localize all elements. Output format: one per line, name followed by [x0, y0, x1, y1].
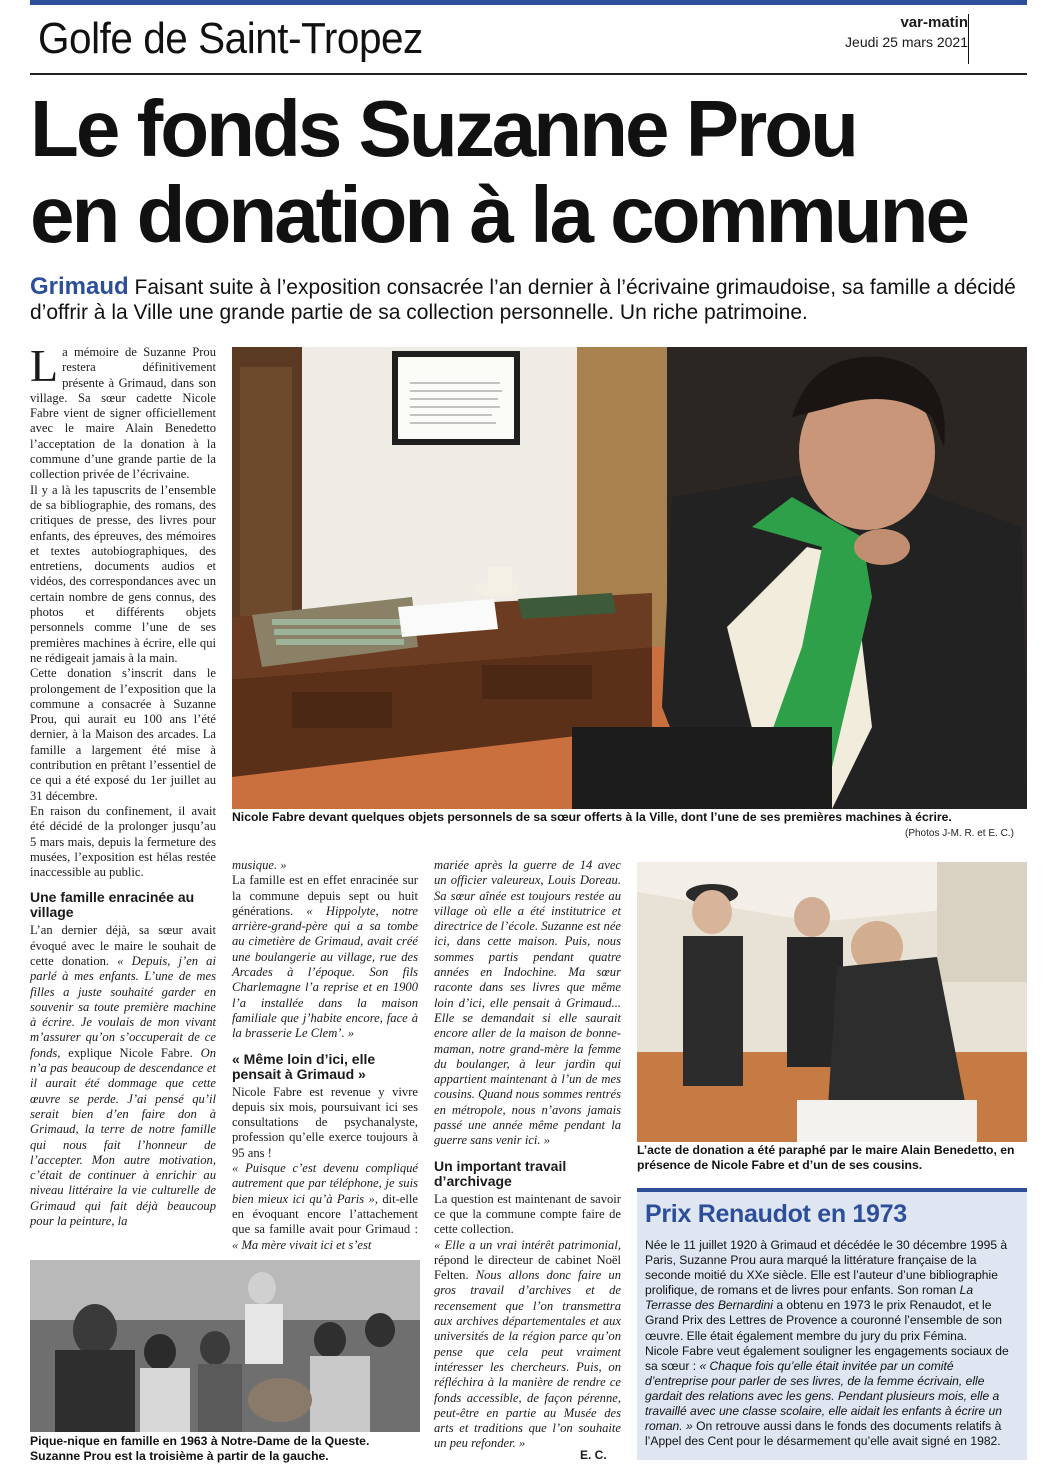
quote: « Puisque c’est devenu compliqué autrement que par téléphone, je suis bien mieux ici qu’à Paris »	[232, 1161, 418, 1206]
main-photo-caption: Nicole Fabre devant quelques objets personnels de sa sœur offerts à la Ville, dont l’une de ses premières machines à écrire.	[232, 810, 952, 824]
subheading: Une famille enracinée au village	[30, 889, 195, 921]
standfirst-text: Faisant suite à l’exposition consacrée l’an dernier à l’écrivaine grimaudoise, sa famille a décidé d’offrir à la Ville une grande partie de sa collection personnelle. Un riche patrimoine.	[30, 276, 1016, 324]
headline	[30, 86, 1030, 258]
header-rule	[30, 73, 1027, 75]
paragraph: Nicole Fabre est revenue y vivre depuis six mois, poursuivant ici ses consultations de psychanalyste, profession qu’elle exerce toujours à 95 ans !	[232, 1084, 418, 1160]
quote: On n’a pas beaucoup de descendance et il aurait été dommage que cette œuvre se perde. J’ai pensé qu’il serait bien d’en faire don à Grimaud, la terre de notre famille qui nous fait l’honneur de l’accepter. Mon autre motivation, c’était de continuer à enrichir au niveau littéraire la vie culturelle de Grimaud qui fait déjà beaucoup pour la peinture, la	[30, 1045, 216, 1229]
text-run: L’an dernier déjà, sa sœur avait évoqué avec le maire le souhait de cette donation.	[30, 923, 216, 968]
text-run: Nicole Fabre veut également souligner les engagements sociaux de sa sœur :	[645, 1343, 1009, 1373]
location-kicker: Grimaud	[30, 273, 129, 300]
prix-renaudot-box	[637, 1188, 1027, 1460]
main-photo	[232, 347, 1027, 809]
picnic-caption-line-1: Pique-nique en famille en 1963 à Notre-Dame de la Queste.	[30, 1434, 370, 1448]
text-run: répond le directeur de cabinet Noël Felten.	[434, 1252, 621, 1283]
picnic-photo	[30, 1260, 420, 1432]
dropcap: L	[30, 340, 59, 391]
subheading: « Même loin d’ici, elle pensait à Grimaud »	[232, 1050, 376, 1082]
author-signature: E. C.	[580, 1448, 607, 1462]
paragraph: Il y a là les tapuscrits de l’ensemble de sa bibliographie, des romans, des critiques de presse, des livres pour enfants, des épreuves, des mémoires et textes autobiographiques, des entretiens, documents audios et vidéos, des correspondances avec un certain nombre de gens connus, des photos et différents objets personnels comme l’une de ses premières machines à écrire, elle qui ne rédigeait jamais à la main.	[30, 482, 216, 665]
masthead	[845, 14, 968, 52]
article-column-2	[232, 858, 418, 1253]
box-title: Prix Renaudot en 1973	[645, 1200, 907, 1228]
photo-credit: (Photos J-M. R. et E. C.)	[905, 828, 1014, 839]
subheading: Un important travail d’archivage	[434, 1157, 567, 1189]
signing-photo-illustration	[637, 862, 1027, 1142]
box-text	[645, 1238, 1017, 1449]
paragraph: La question est maintenant de savoir ce que la commune compte faire de cette collection.	[434, 1191, 621, 1237]
top-accent-bar	[30, 0, 1027, 5]
quote: « Hippolyte, notre arrière-grand-père qui a sa tombe au cimetière de Grimaud, avait créé une boulangerie au village, rue des Arcades à l’époque. Son fils Charlemagne l’a reprise et en 1900 l’a installée dans la maison familiale que j’habite encore, face à la brasserie Le Clem’. »	[232, 903, 418, 1041]
section-title: Golfe de Saint-Tropez	[38, 14, 423, 63]
standfirst	[30, 274, 1025, 325]
book-title: La Terrasse des Bernardini	[645, 1283, 974, 1313]
newspaper-brand: var-matin	[900, 14, 968, 31]
main-photo-illustration	[232, 347, 1027, 809]
text-run: , dit-elle en évoquant encore l’attachement que sa famille avait pour Grimaud :	[232, 1191, 418, 1237]
masthead-divider	[968, 14, 969, 64]
paragraph: a mémoire de Suzanne Prou restera définitivement présente à Grimaud, dans son village. Sa sœur cadette Nicole Fabre vient de signer officiellement avec le maire Alain Benedetto l’acceptation de la donation à la commune d’une grande partie de la collection privée de l’écrivaine.	[30, 345, 216, 482]
quote: « Chaque fois qu’elle était invitée par un comité d’entreprise pour parler de ses livres, de la femme écrivain, elle gardait des relations avec les gens. Pendant plusieurs mois, elle a travaillé avec une classe scolaire, elle aidait les enfants à écrire un roman. »	[645, 1358, 1002, 1434]
quote: « Depuis, j’en ai parlé à mes enfants. L’une de mes filles a juste souhaité garder en souvenir sa toute première machine à écrire. Je voulais de mon vivant m’assurer qu’on s’occuperait de ce fonds,	[30, 953, 216, 1060]
headline-line-2: en donation à la commune	[30, 170, 968, 259]
quote: musique. »	[232, 858, 287, 872]
picnic-photo-illustration	[30, 1260, 420, 1432]
text-run: On retrouve aussi dans le fonds des documents relatifs à l’Appel des Cent pour le désarmement qu’elle avait signé en 1982.	[645, 1419, 1002, 1449]
text-run: Née le 11 juillet 1920 à Grimaud et décédée le 30 décembre 1995 à Paris, Suzanne Prou aura marqué la littérature française de la seconde moitié du XXe siècle. Elle est l’auteur d’une bibliographie prolifique, de romans et de livres pour enfants. Son roman	[645, 1238, 1008, 1298]
text-run: La famille est en effet enracinée sur la commune depuis sept ou huit générations.	[232, 873, 418, 918]
text-run: explique Nicole Fabre.	[60, 1045, 201, 1060]
picnic-caption	[30, 1434, 430, 1464]
quote: « Elle a un vrai intérêt patrimonial,	[434, 1237, 621, 1252]
publication-date: Jeudi 25 mars 2021	[845, 34, 968, 50]
text-run: a obtenu en 1973 le prix Renaudot, et le Grand Prix des Lettres de Provence a couronné l’ensemble de son œuvre. Elle était également membre du jury du prix Fémina.	[645, 1298, 1002, 1343]
paragraph: En raison du confinement, il avait été décidé de la prolonger jusqu’au 5 mars mais, depuis la fermeture des musées, l’exposition est hélas restée inaccessible au public.	[30, 803, 216, 880]
signing-photo	[637, 862, 1027, 1142]
quote: Nous allons donc faire un gros travail d’archives et de recensement que l’on transmettra aux archives départementales et aux universités de la région parce qu’on pense que cela peut vraiment intéresser les chercheurs. Puis, on réfléchira à la manière de rendre ce fonds accessible, de façon pérenne, peut-être en partie au Musée des arts et traditions que l’on souhaite un peu refonder. »	[434, 1268, 621, 1451]
article-column-1	[30, 340, 216, 1229]
picnic-caption-line-2: Suzanne Prou est la troisième à partir de la gauche.	[30, 1449, 329, 1463]
signing-photo-caption: L’acte de donation a été paraphé par le maire Alain Benedetto, en présence de Nicole Fabre et d’un de ses cousins.	[637, 1143, 1015, 1172]
article-column-3	[434, 858, 621, 1452]
headline-line-1: Le fonds Suzanne Prou	[30, 84, 856, 173]
quote: « Ma mère vivait ici et s’est	[232, 1237, 372, 1252]
paragraph: Cette donation s’inscrit dans le prolongement de l’exposition que la commune a consacrée à Suzanne Prou, qui aurait eu 100 ans l’été dernier, à la Maison des arcades. La famille a largement été mise à contribution en prêtant l’essentiel de ce qui a été exposé du 1er juillet au 31 décembre.	[30, 666, 216, 803]
quote: mariée après la guerre de 14 avec un officier valeureux, Louis Doreau. Sa sœur aînée est toujours restée au village où elle a été institutrice et directrice de l’école. Suzanne est née ici, dans cette maison. Puis, nous sommes partis pendant quatre années en Indochine. Ma sœur raconte dans ses livres que même loin d’ici, elle pensait à Grimaud... Elle se demandait si elle saurait encore aller de la maison de bonne-maman, notre grand-mère la femme du boulanger, à leur jardin qui appartient maintenant à l’un de mes cousins. Quand nous sommes rentrés en métropole, nous n’avons jamais passé une année même pendant la guerre sans venir ici. »	[434, 858, 621, 1148]
